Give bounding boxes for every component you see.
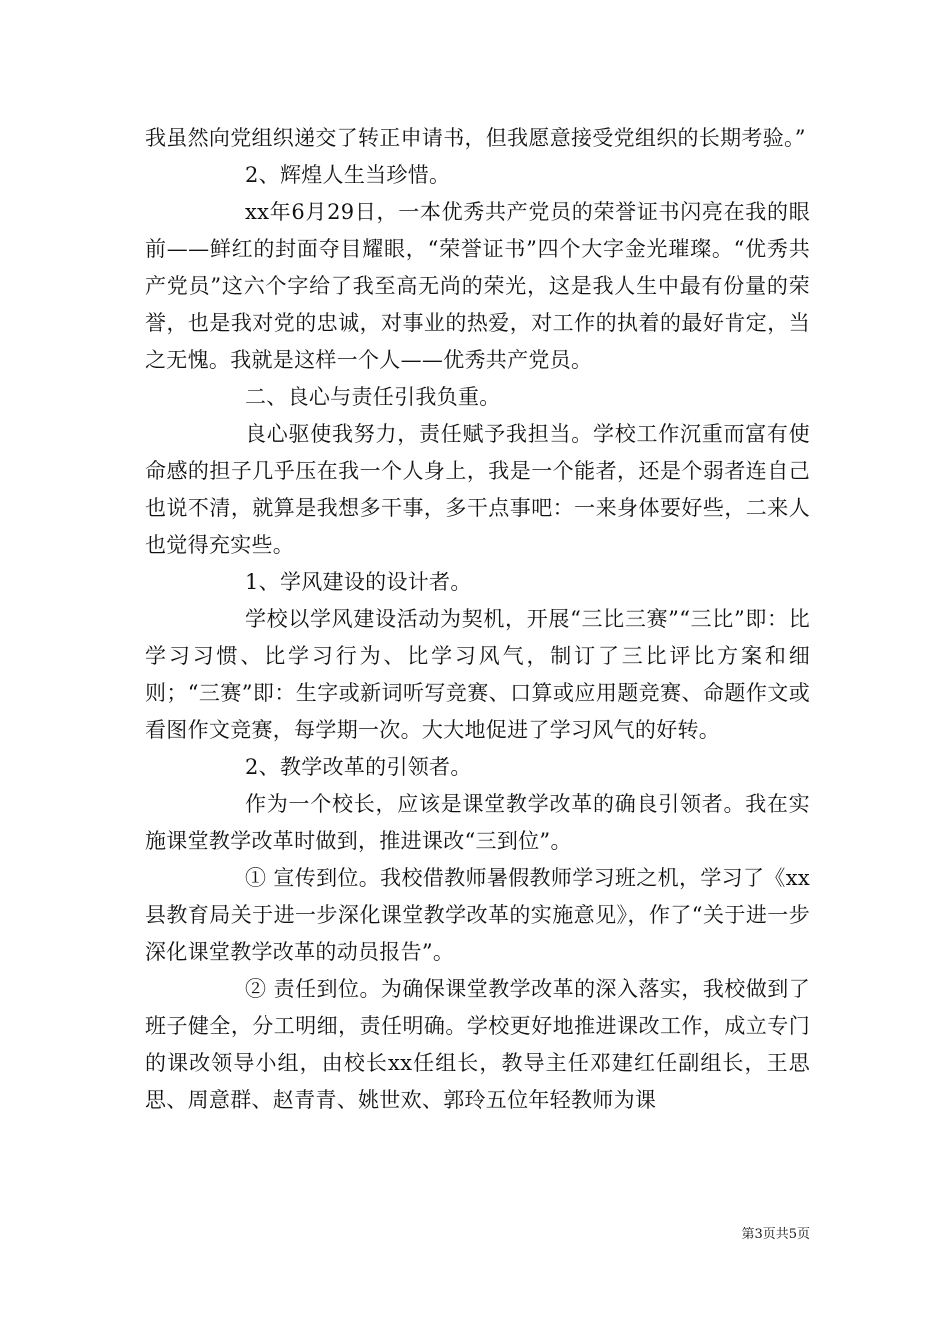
paragraph-item-1: ① 宣传到位。我校借教师暑假教师学习班之机，学习了《xx县教育局关于进一步深化课堂教学改革的实施意见》，作了“关于进一步深化课堂教学改革的动员报告”。 <box>145 866 810 964</box>
paragraph-continuation: 我虽然向党组织递交了转正申请书，但我愿意接受党组织的长期考验。” <box>145 126 806 150</box>
paragraph-heading-2b: 2、教学改革的引领者。 <box>245 755 472 779</box>
paragraph-honor-certificate: xx年6月29日，一本优秀共产党员的荣誉证书闪亮在我的眼前——鲜红的封面夺目耀眼，“荣誉证书”四个大字金光璀璨。“优秀共产党员”这六个字给了我至高无尚的荣光，这是我人生中最有份量的荣誉，也是我对党的忠诚，对事业的热爱，对工作的执着的最好肯定，当之无愧。我就是这样一个人——优秀共产党员。 <box>145 200 810 372</box>
paragraph-heading-section-2: 二、良心与责任引我负重。 <box>245 385 501 409</box>
paragraph-conscience: 良心驱使我努力，责任赋予我担当。学校工作沉重而富有使命感的担子几乎压在我一个人身上，我是一个能者，还是个弱者连自己也说不清，就算是我想多干事，多干点事吧：一来身体要好些，二来人也觉得充实些。 <box>145 422 810 557</box>
page-number: 第3页共5页 <box>741 1227 810 1242</box>
paragraph-heading-2: 2、辉煌人生当珍惜。 <box>245 163 451 187</box>
paragraph-principal: 作为一个校长，应该是课堂教学改革的确良引领者。我在实施课堂教学改革时做到，推进课改“三到位”。 <box>145 792 810 853</box>
paragraph-study-style: 学校以学风建设活动为契机，开展“三比三赛”“三比”即：比学习习惯、比学习行为、比学习风气，制订了三比评比方案和细则；“三赛”即：生字或新词听写竞赛、口算或应用题竞赛、命题作文或看图作文竞赛，每学期一次。大大地促进了学习风气的好转。 <box>145 607 810 742</box>
paragraph-heading-1: 1、学风建设的设计者。 <box>245 570 472 594</box>
paragraph-item-2: ② 责任到位。为确保课堂教学改革的深入落实，我校做到了班子健全，分工明细，责任明确。学校更好地推进课改工作，成立专门的课改领导小组，由校长xx任组长，教导主任邓建红任副组长，王思思、周意群、赵青青、姚世欢、郭玲五位年轻教师为课 <box>145 977 810 1112</box>
document-body <box>145 120 810 1119</box>
